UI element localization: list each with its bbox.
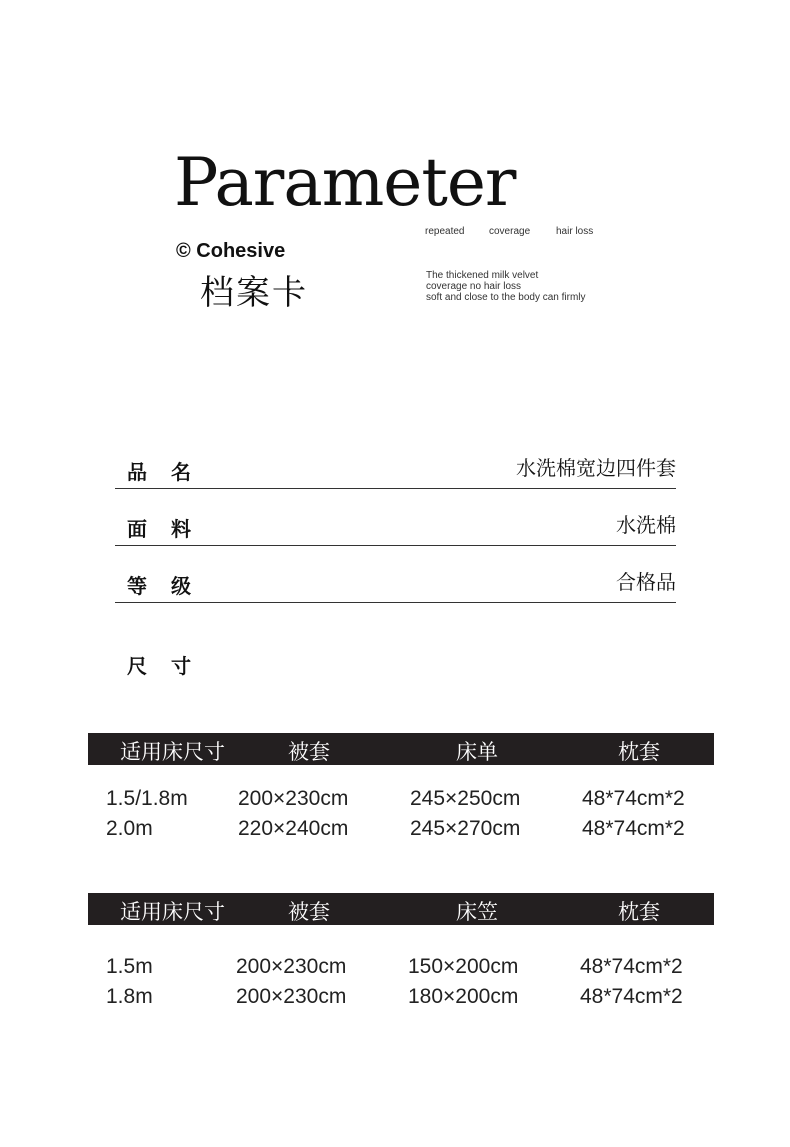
param-value: 合格品 (616, 570, 676, 594)
header-bed-size: 适用床尺寸 (120, 900, 225, 924)
param-label: 品名 (127, 460, 215, 484)
table-row (88, 787, 714, 817)
param-value: 水洗棉宽边四件套 (516, 456, 676, 480)
param-row-grade (115, 562, 676, 603)
header-pillowcase: 枕套 (618, 740, 660, 764)
table-row (88, 817, 714, 847)
size-heading: 尺寸 (127, 654, 215, 678)
cell: 48*74cm*2 (582, 817, 685, 840)
cell: 200×230cm (236, 955, 347, 978)
cell: 180×200cm (408, 985, 519, 1008)
size-table-header (88, 893, 714, 925)
description-line: The thickened milk velvet (426, 270, 539, 281)
cell: 2.0m (106, 817, 153, 840)
header-pillowcase: 枕套 (618, 900, 660, 924)
cell: 200×230cm (238, 787, 349, 810)
header-fitted-sheet: 床笠 (456, 900, 498, 924)
param-value: 水洗棉 (616, 513, 676, 537)
cn-title: 档案卡 (200, 273, 308, 313)
param-label: 等级 (127, 574, 215, 598)
header-duvet: 被套 (288, 740, 330, 764)
size-table-header (88, 733, 714, 765)
param-row-fabric (115, 505, 676, 546)
cell: 245×270cm (410, 817, 521, 840)
tag-repeated: repeated (425, 226, 465, 237)
cell: 245×250cm (410, 787, 521, 810)
cell: 220×240cm (238, 817, 349, 840)
cell: 1.8m (106, 985, 153, 1008)
description-line: coverage no hair loss (426, 281, 522, 292)
cell: 1.5m (106, 955, 153, 978)
cell: 48*74cm*2 (580, 955, 683, 978)
product-description (426, 270, 586, 303)
table-row (88, 985, 714, 1015)
page-title: Parameter (174, 144, 516, 221)
header-sheet: 床单 (456, 740, 498, 764)
cell: 48*74cm*2 (582, 787, 685, 810)
cell: 150×200cm (408, 955, 519, 978)
cell: 200×230cm (236, 985, 347, 1008)
cell: 1.5/1.8m (106, 787, 188, 810)
cell: 48*74cm*2 (580, 985, 683, 1008)
param-row-name (115, 448, 676, 489)
tag-coverage: coverage (489, 226, 531, 237)
header-duvet: 被套 (288, 900, 330, 924)
param-label: 面料 (127, 517, 215, 541)
description-line: soft and close to the body can firmly (426, 292, 586, 303)
brand-name: © Cohesive (176, 240, 286, 262)
table-row (88, 955, 714, 985)
header-bed-size: 适用床尺寸 (120, 740, 225, 764)
tag-hair-loss: hair loss (556, 226, 594, 237)
